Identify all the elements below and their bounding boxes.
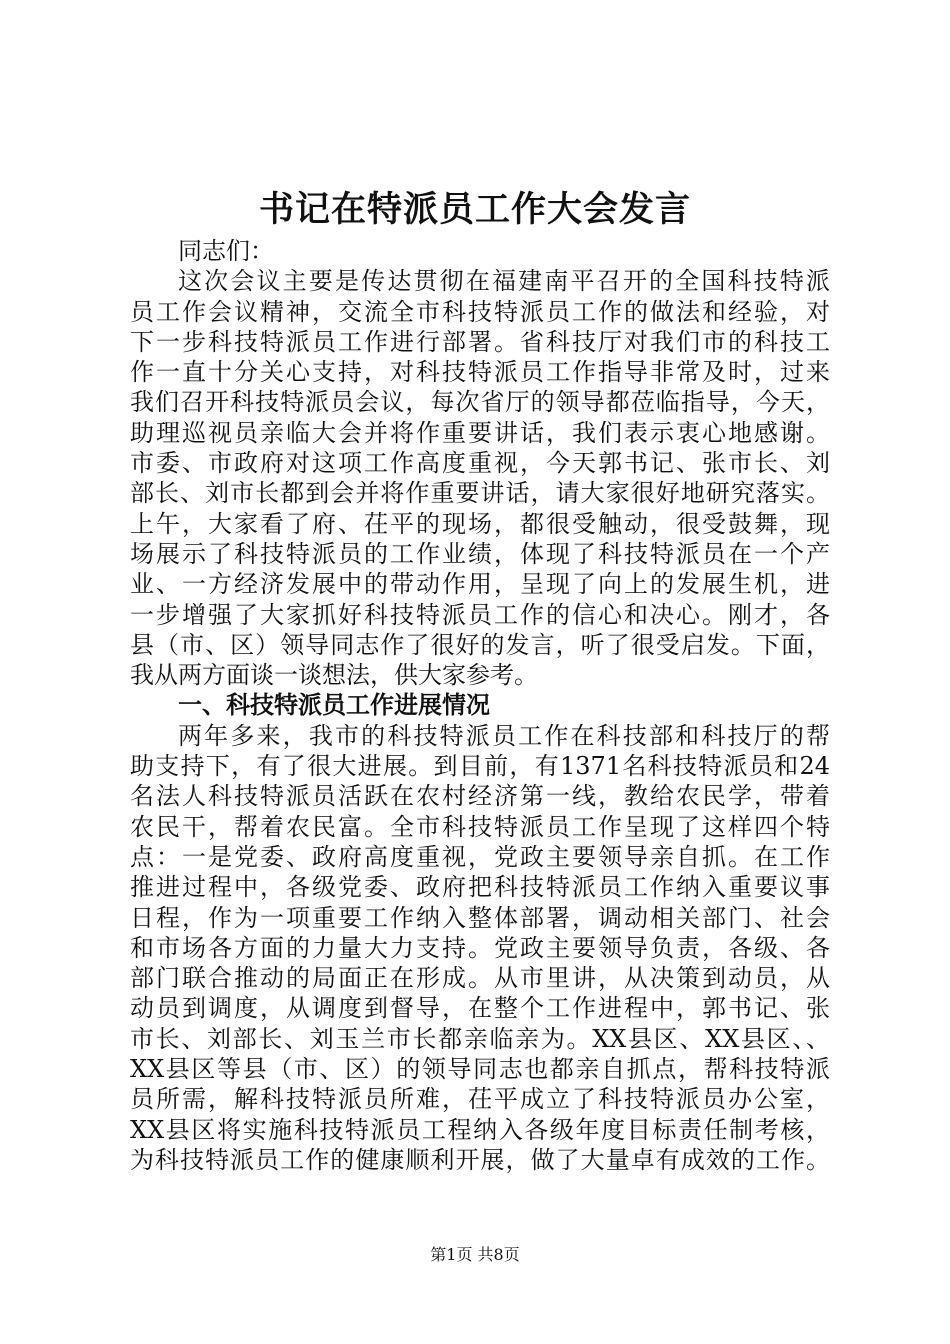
document-body bbox=[130, 236, 830, 1175]
paragraph-line: 部长、刘市长都到会并将作重要讲话，请大家很好地研究落实。 bbox=[130, 479, 830, 508]
paragraph-line: 动员到调度，从调度到督导，在整个工作进程中，郭书记、张 bbox=[130, 994, 830, 1023]
paragraph-line: XX县区等县（市、区）的领导同志也都亲自抓点，帮科技特派 bbox=[130, 1055, 830, 1084]
paragraph-line: 下一步科技特派员工作进行部署。省科技厅对我们市的科技工 bbox=[130, 327, 830, 356]
paragraph-line: 两年多来，我市的科技特派员工作在科技部和科技厅的帮 bbox=[178, 721, 830, 750]
paragraph-line: 部门联合推动的局面正在形成。从市里讲，从决策到动员，从 bbox=[130, 964, 830, 993]
paragraph-1 bbox=[130, 266, 830, 690]
paragraph-line: 我们召开科技特派员会议，每次省厅的领导都莅临指导，今天， bbox=[130, 388, 830, 417]
paragraph-line: 为科技特派员工作的健康顺利开展，做了大量卓有成效的工作。 bbox=[130, 1145, 830, 1174]
document-title: 书记在特派员工作大会发言 bbox=[258, 189, 691, 230]
paragraph-line: 场展示了科技特派员的工作业绩，体现了科技特派员在一个产 bbox=[130, 539, 830, 568]
paragraph-line: 我从两方面谈一谈想法，供大家参考。 bbox=[130, 661, 538, 690]
paragraph-line: 一步增强了大家抓好科技特派员工作的信心和决心。刚才，各 bbox=[130, 600, 830, 629]
section-heading: 一、科技特派员工作进展情况 bbox=[178, 690, 490, 720]
paragraph-line: 员所需，解科技特派员所难，茌平成立了科技特派员办公室， bbox=[130, 1085, 830, 1114]
salutation: 同志们： bbox=[178, 237, 274, 265]
paragraph-line: 市委、市政府对这项工作高度重视，今天郭书记、张市长、刘 bbox=[130, 449, 830, 478]
paragraph-line: 农民干，帮着农民富。全市科技特派员工作呈现了这样四个特 bbox=[130, 812, 830, 841]
paragraph-line: 市长、刘部长、刘玉兰市长都亲临亲为。XX县区、XX县区、、 bbox=[130, 1024, 830, 1053]
paragraph-line: 推进过程中，各级党委、政府把科技特派员工作纳入重要议事 bbox=[130, 873, 830, 902]
page-total: 共8页 bbox=[477, 1245, 520, 1264]
paragraph-line: 名法人科技特派员活跃在农村经济第一线，教给农民学，带着 bbox=[130, 782, 830, 811]
paragraph-line: 这次会议主要是传达贯彻在福建南平召开的全国科技特派 bbox=[178, 267, 830, 296]
paragraph-line: 助支持下，有了很大进展。到目前，有1371名科技特派员和24 bbox=[130, 752, 830, 781]
paragraph-line: 日程，作为一项重要工作纳入整体部署，调动相关部门、社会 bbox=[130, 903, 830, 932]
paragraph-line: 助理巡视员亲临大会并将作重要讲话，我们表示衷心地感谢。 bbox=[130, 418, 830, 447]
paragraph-line: 员工作会议精神，交流全市科技特派员工作的做法和经验，对 bbox=[130, 297, 830, 326]
paragraph-line: XX县区将实施科技特派员工程纳入各级年度目标责任制考核， bbox=[130, 1115, 830, 1144]
paragraph-line: 和市场各方面的力量大力支持。党政主要领导负责，各级、各 bbox=[130, 933, 830, 962]
paragraph-line: 县（市、区）领导同志作了很好的发言，听了很受启发。下面， bbox=[130, 630, 830, 659]
page-footer bbox=[0, 1245, 950, 1265]
paragraph-2 bbox=[130, 721, 830, 1175]
paragraph-line: 业、一方经济发展中的带动作用，呈现了向上的发展生机，进 bbox=[130, 570, 830, 599]
paragraph-line: 上午，大家看了府、茌平的现场，都很受触动，很受鼓舞，现 bbox=[130, 509, 830, 538]
paragraph-line: 点：一是党委、政府高度重视，党政主要领导亲自抓。在工作 bbox=[130, 842, 830, 871]
page-number: 第1页 bbox=[430, 1245, 473, 1264]
paragraph-line: 作一直十分关心支持，对科技特派员工作指导非常及时，过来 bbox=[130, 358, 830, 387]
